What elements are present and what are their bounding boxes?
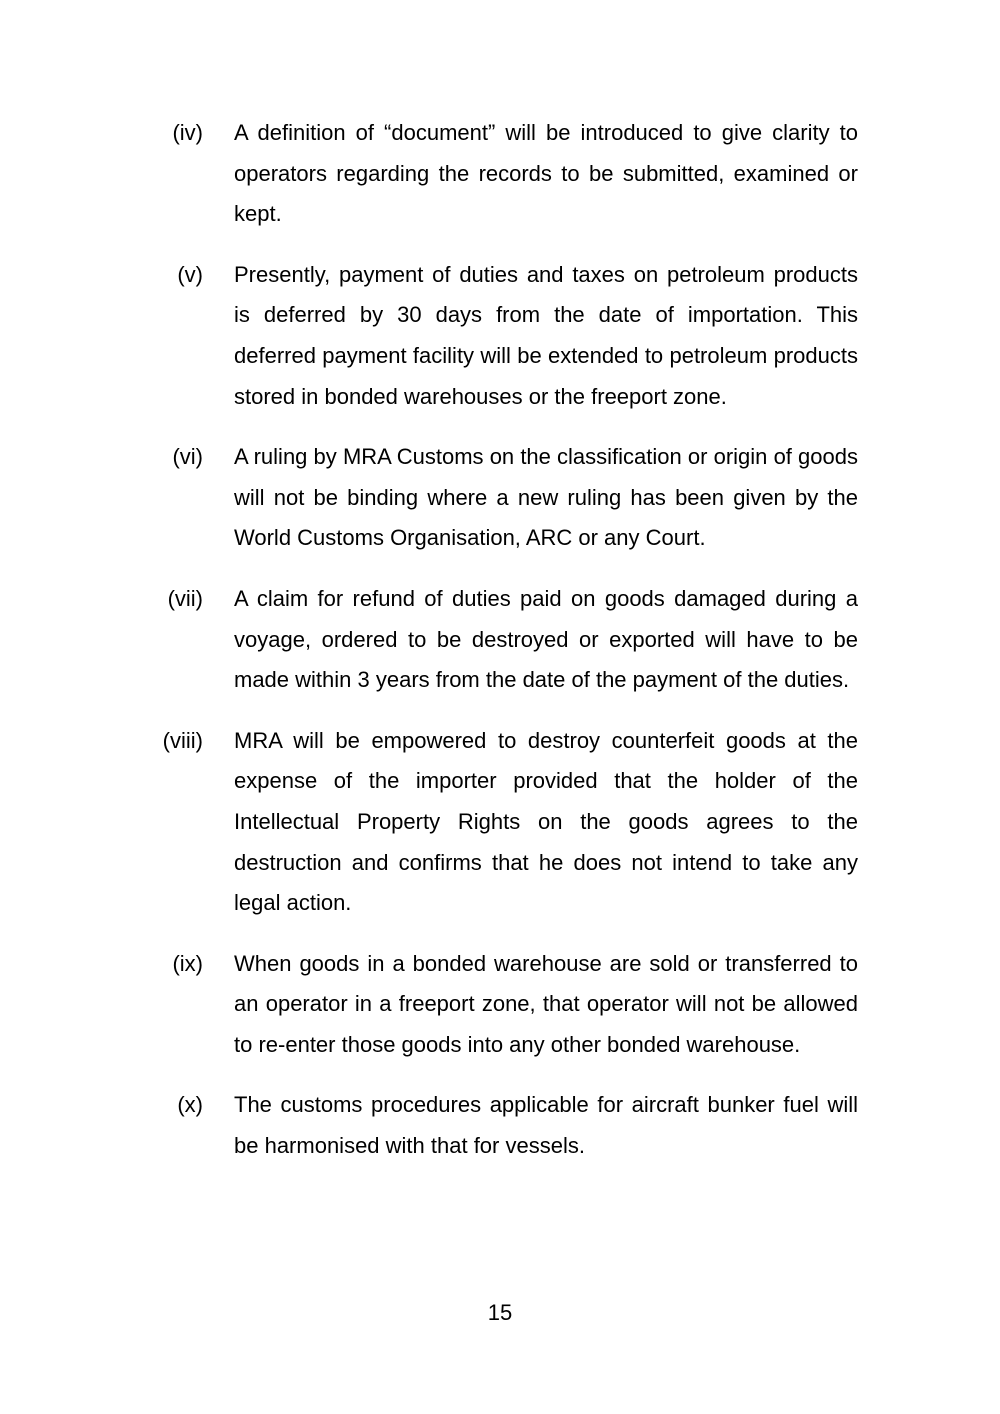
item-number: (ix)	[172, 950, 203, 976]
item-text: A claim for refund of duties paid on goods damaged during a voyage, ordered to be destroyed or exported will have to be made within 3 years from the date of the payment of the duties.	[234, 585, 858, 693]
item-number: (x)	[177, 1092, 203, 1118]
list-item-vii	[0, 579, 1000, 701]
list-item-x	[0, 1085, 1000, 1166]
page-number: 15	[487, 1300, 513, 1325]
list-item-viii	[0, 721, 1000, 924]
list-item-v	[0, 255, 1000, 417]
list-item-iv	[0, 113, 1000, 235]
item-text: A ruling by MRA Customs on the classification or origin of goods will not be binding where a new ruling has been given by the World Customs Organisation, ARC or any Court.	[234, 444, 858, 551]
item-number: (viii)	[162, 727, 203, 753]
item-text: Presently, payment of duties and taxes on petroleum products is deferred by 30 days from the date of importation. This deferred payment facility will be extended to petroleum products stored in bonded warehouses or the freeport zone.	[234, 261, 858, 409]
document-page	[0, 113, 1000, 1187]
item-number: (iv)	[172, 120, 203, 145]
item-text: MRA will be empowered to destroy counterfeit goods at the expense of the importer provided that the holder of the Intellectual Property Rights on the goods agrees to the destruction and confirms that he does not intend to take any legal action.	[234, 727, 858, 916]
item-text: A definition of “document” will be introduced to give clarity to operators regarding the records to be submitted, examined or kept.	[234, 120, 858, 227]
item-text: The customs procedures applicable for aircraft bunker fuel will be harmonised with that for vessels.	[234, 1092, 858, 1159]
item-number: (vii)	[167, 585, 203, 611]
item-number: (vi)	[172, 444, 203, 470]
item-number: (v)	[177, 261, 203, 287]
list-item-vi	[0, 437, 1000, 559]
item-text: When goods in a bonded warehouse are sold or transferred to an operator in a freeport zone, that operator will not be allowed to re-enter those goods into any other bonded warehouse.	[234, 950, 858, 1057]
list-item-ix	[0, 944, 1000, 1066]
